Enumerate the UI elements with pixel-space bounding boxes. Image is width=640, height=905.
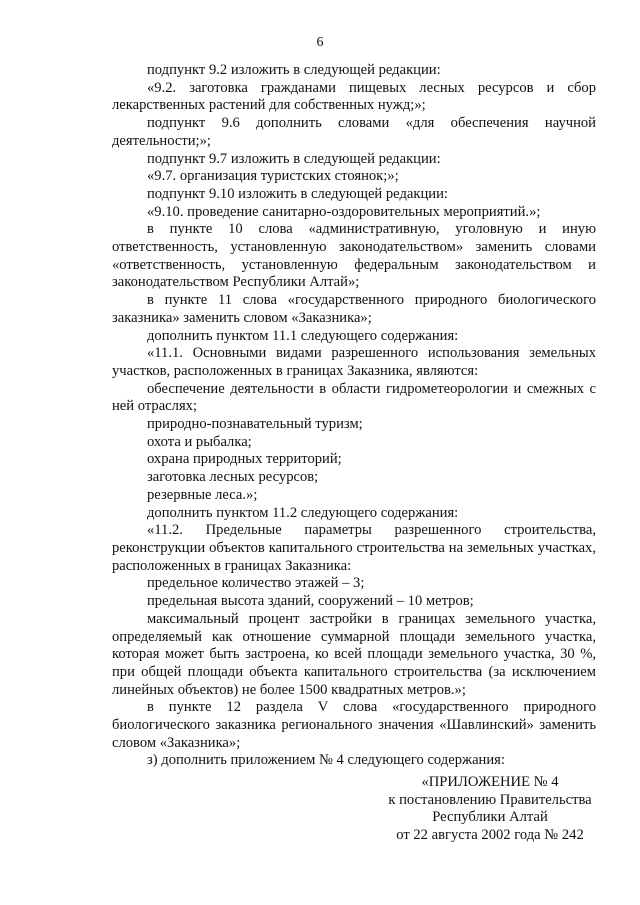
list-item-nature-protection: охрана природных территорий; [147, 451, 342, 468]
page-number: 6 [316, 35, 324, 50]
list-item-tourism: природно-познавательный туризм; [147, 416, 363, 433]
paragraph-9-2-text: «9.2. заготовка гражданами пищевых лесных ресурсов и сбор лекарственных растений для собственных нужд;»; [112, 79, 596, 114]
paragraph-11-1-intro: дополнить пунктом 11.1 следующего содержания: [147, 327, 459, 344]
appendix-header [372, 774, 608, 845]
paragraph-9-10-text: «9.10. проведение санитарно-оздоровительных мероприятий.»; [147, 203, 541, 220]
list-item-building-percent: максимальный процент застройки в границах земельного участка, определяемый как отношение суммарной площади земельного участка, которая может быть застроена, ко всей площади земельного участка, 30 %, при общей площади объекта капитального строительства (за исключением линейных объектов) не более 1500 квадратных метров.»; [112, 610, 596, 698]
document-body [112, 62, 596, 770]
list-item-forest-resources: заготовка лесных ресурсов; [147, 469, 319, 486]
paragraph-9-2-intro: подпункт 9.2 изложить в следующей редакции: [147, 62, 441, 78]
paragraph-appendix-4-intro: з) дополнить приложением № 4 следующего содержания: [147, 752, 505, 769]
paragraph-point-11: в пункте 11 слова «государственного природного биологического заказника» заменить словом «Заказника»; [112, 292, 596, 326]
paragraph-point-10: в пункте 10 слова «административную, уголовную и иную ответственность, установленную законодательством» заменить словами «ответственность, установленную федеральным законодательством и законодательством Республики Алтай»; [112, 221, 596, 291]
paragraph-9-6: подпункт 9.6 дополнить словами «для обеспечения научной деятельности;»; [112, 115, 596, 149]
paragraph-11-2-intro: дополнить пунктом 11.2 следующего содержания: [147, 504, 459, 521]
paragraph-11-2-text: «11.2. Предельные параметры разрешенного строительства, реконструкции объектов капитального строительства на земельных участках, расположенных в границах Заказника: [112, 522, 596, 574]
paragraph-9-7-text: «9.7. организация туристских стоянок;»; [147, 168, 399, 185]
paragraph-11-1-text: «11.1. Основными видами разрешенного использования земельных участков, расположенных в границах Заказника, являются: [112, 345, 596, 379]
appendix-reference: к постановлению Правительства [388, 791, 592, 808]
list-item-reserve-forests: резервные леса.»; [147, 486, 258, 503]
list-item-floors: предельное количество этажей – 3; [147, 575, 365, 592]
paragraph-9-10-intro: подпункт 9.10 изложить в следующей редакции: [147, 185, 448, 202]
paragraph-9-7-intro: подпункт 9.7 изложить в следующей редакции: [147, 150, 441, 167]
list-item-height: предельная высота зданий, сооружений – 10 метров; [147, 593, 474, 610]
appendix-region: Республики Алтай [432, 809, 548, 826]
appendix-title: «ПРИЛОЖЕНИЕ № 4 [421, 774, 559, 790]
paragraph-point-12: в пункте 12 раздела V слова «государственного природного биологического заказника регионального значения «Шавлинский» заменить словом «Заказника»; [112, 699, 596, 751]
appendix-date: от 22 августа 2002 года № 242 [396, 827, 584, 844]
list-item-hunting-fishing: охота и рыбалка; [147, 433, 252, 450]
list-item-hydrometeorology: обеспечение деятельности в области гидрометеорологии и смежных с ней отраслях; [112, 380, 596, 415]
